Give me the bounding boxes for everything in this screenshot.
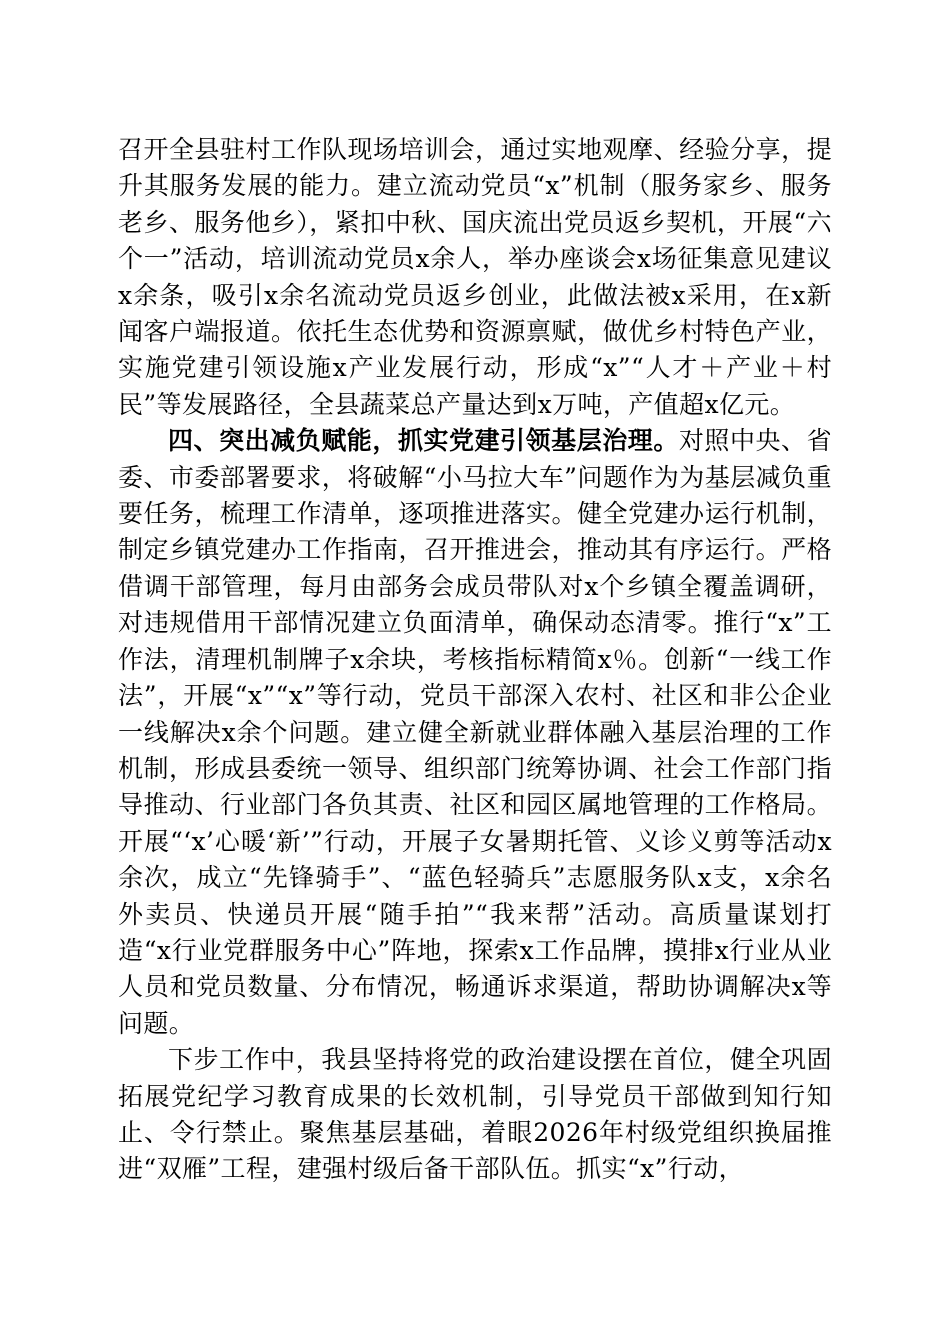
- paragraph-3: [118, 1042, 832, 1188]
- paragraph-2: [118, 423, 832, 1042]
- paragraph-1-text: 召开全县驻村工作队现场培训会，通过实地观摩、经验分享，提升其服务发展的能力。建立流动党员“x”机制（服务家乡、服务老乡、服务他乡），紧扣中秋、国庆流出党员返乡契机，开展“六个一”活动，培训流动党员x余人，举办座谈会x场征集意见建议x余条，吸引x余名流动党员返乡创业，此做法被x采用，在x新闻客户端报道。依托生态优势和资源禀赋，做优乡村特色产业，实施党建引领设施x产业发展行动，形成“x”“人才＋产业＋村民”等发展路径，全县蔬菜总产量达到x万吨，产值超x亿元。: [118, 135, 832, 419]
- paragraph-1: [118, 132, 832, 423]
- paragraph-3-text: 下步工作中，我县坚持将党的政治建设摆在首位，健全巩固拓展党纪学习教育成果的长效机制，引导党员干部做到知行知止、令行禁止。聚焦基层基础，着眼2026年村级党组织换届推进“双雁”工程，建强村级后备干部队伍。抓实“x”行动，: [118, 1045, 832, 1184]
- paragraph-2-text: 对照中央、省委、市委部署要求，将破解“小马拉大车”问题作为为基层减负重要任务，梳理工作清单，逐项推进落实。健全党建办运行机制，制定乡镇党建办工作指南，召开推进会，推动其有序运行。严格借调干部管理，每月由部务会成员带队对x个乡镇全覆盖调研，对违规借用干部情况建立负面清单，确保动态清零。推行“x”工作法，清理机制牌子x余块，考核指标精简x％。创新“一线工作法”，开展“x”“x”等行动，党员干部深入农村、社区和非公企业一线解决x余个问题。建立健全新就业群体融入基层治理的工作机制，形成县委统一领导、组织部门统筹协调、社会工作部门指导推动、行业部门各负其责、社区和园区属地管理的工作格局。开展“‘x’心暖‘新’”行动，开展子女暑期托管、义诊义剪等活动x余次，成立“先锋骑手”、“蓝色轻骑兵”志愿服务队x支，x余名外卖员、快递员开展“随手拍”“我来帮”活动。高质量谋划打造“x行业党群服务中心”阵地，探索x工作品牌，摸排x行业从业人员和党员数量、分布情况，畅通诉求渠道，帮助协调解决x等问题。: [118, 426, 832, 1038]
- section-heading: 四、突出减负赋能，抓实党建引领基层治理。: [168, 426, 679, 456]
- document-page: [118, 132, 832, 1188]
